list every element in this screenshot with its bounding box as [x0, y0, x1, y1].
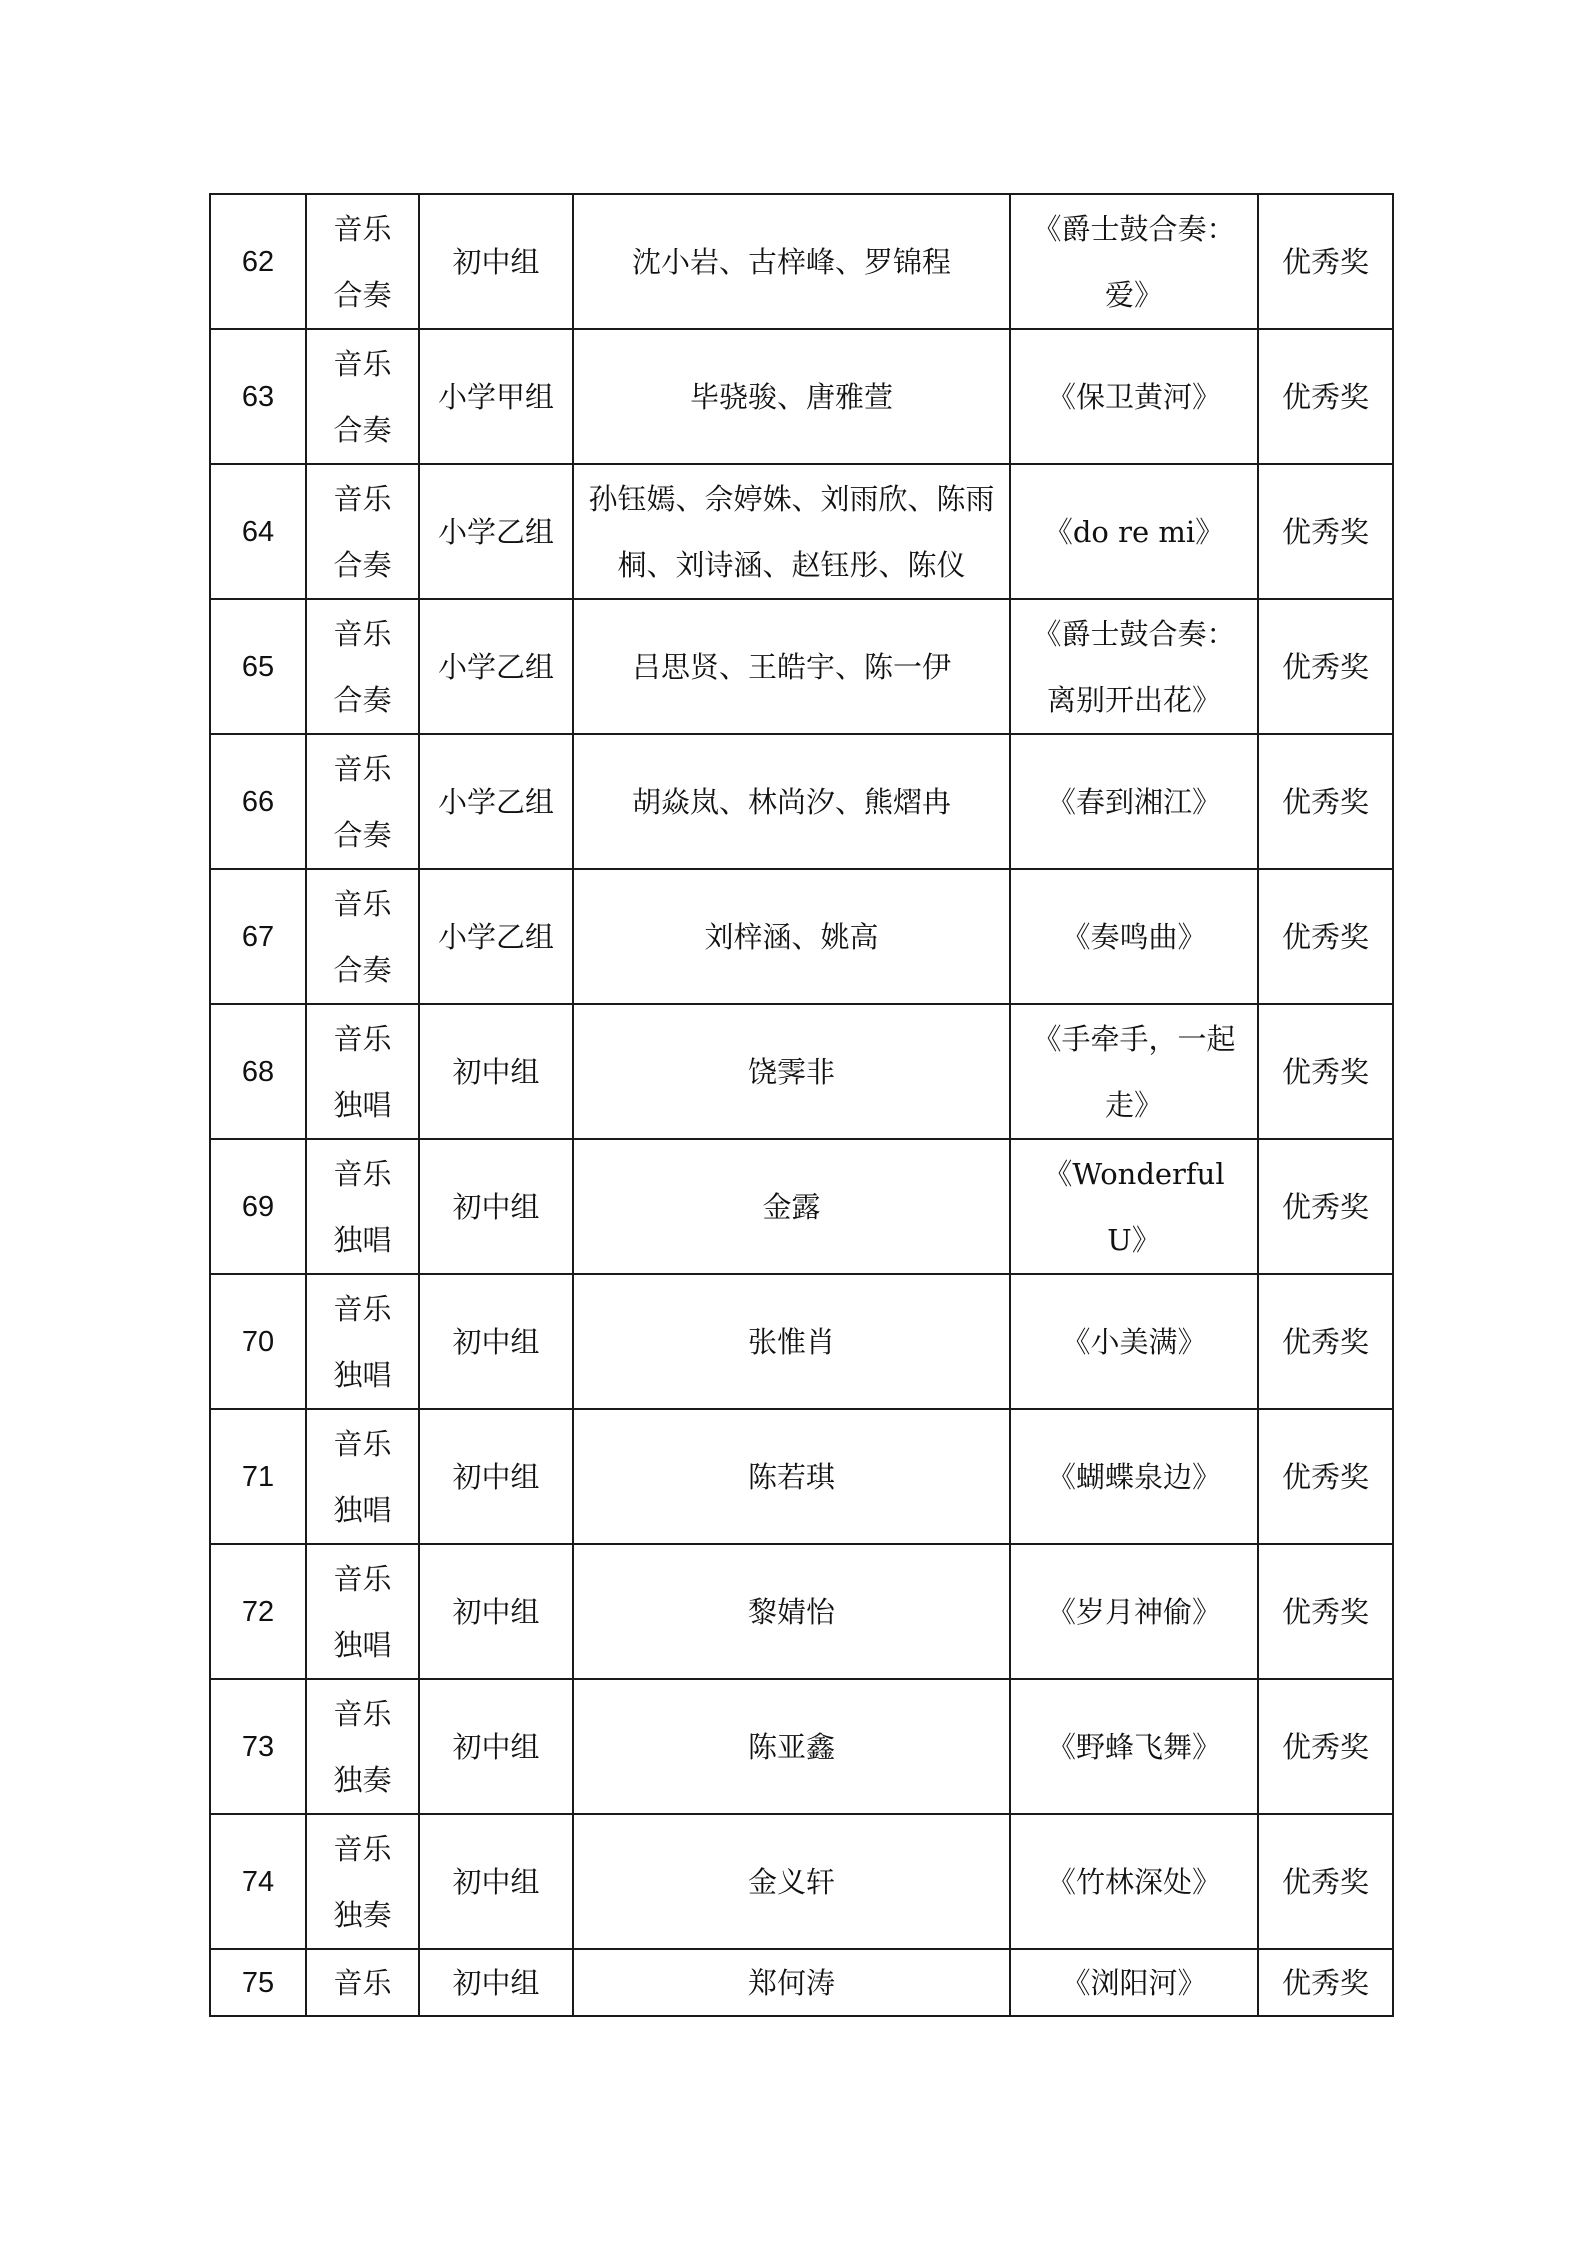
work-title-cell: 《爵士鼓合奏：爱》: [1010, 194, 1258, 329]
table-row: [210, 329, 1393, 464]
row-number-cell: 73: [210, 1679, 306, 1814]
group-cell: 小学甲组: [419, 329, 573, 464]
group-cell: 初中组: [419, 1679, 573, 1814]
members-cell: 沈小岩、古梓峰、罗锦程: [573, 194, 1010, 329]
award-cell: 优秀奖: [1258, 1004, 1393, 1139]
group-cell: 初中组: [419, 194, 573, 329]
category-text: 音乐: [333, 481, 392, 516]
category-text: 音乐: [333, 1696, 392, 1731]
award-cell: 优秀奖: [1258, 1274, 1393, 1409]
group-cell: 初中组: [419, 1544, 573, 1679]
table-row: [210, 1679, 1393, 1814]
work-title-cell: 《爵士鼓合奏：离别开出花》: [1010, 599, 1258, 734]
category-cell: [306, 194, 419, 329]
group-cell: 小学乙组: [419, 464, 573, 599]
members-cell: 郑何涛: [573, 1949, 1010, 2016]
category-cell: [306, 1139, 419, 1274]
award-cell: 优秀奖: [1258, 599, 1393, 734]
award-cell: 优秀奖: [1258, 1139, 1393, 1274]
award-cell: 优秀奖: [1258, 1544, 1393, 1679]
work-title-cell: 《野蜂飞舞》: [1010, 1679, 1258, 1814]
members-cell: 陈亚鑫: [573, 1679, 1010, 1814]
category-cell: [306, 1679, 419, 1814]
category-text: 音乐: [333, 751, 392, 786]
members-cell: 胡焱岚、林尚汐、熊熠冉: [573, 734, 1010, 869]
award-cell: 优秀奖: [1258, 1814, 1393, 1949]
category-cell: [306, 869, 419, 1004]
members-cell: 金义轩: [573, 1814, 1010, 1949]
members-cell: 金露: [573, 1139, 1010, 1274]
table-row: [210, 869, 1393, 1004]
category-cell: [306, 329, 419, 464]
category-text: 音乐: [333, 1561, 392, 1596]
members-cell: 吕思贤、王皓宇、陈一伊: [573, 599, 1010, 734]
group-cell: 小学乙组: [419, 869, 573, 1004]
group-cell: 初中组: [419, 1409, 573, 1544]
row-number-cell: 66: [210, 734, 306, 869]
work-title-cell: 《Wonderful U》: [1010, 1139, 1258, 1274]
table-row: [210, 734, 1393, 869]
group-cell: 初中组: [419, 1004, 573, 1139]
category-text: 音乐: [333, 346, 392, 381]
category-cell: [306, 464, 419, 599]
category-text: 合奏: [333, 952, 392, 987]
work-title-cell: 《手牵手，一起走》: [1010, 1004, 1258, 1139]
award-cell: 优秀奖: [1258, 194, 1393, 329]
work-title-cell: 《竹林深处》: [1010, 1814, 1258, 1949]
category-cell: [306, 599, 419, 734]
members-cell: 陈若琪: [573, 1409, 1010, 1544]
category-text: 合奏: [333, 682, 392, 717]
category-cell: [306, 1274, 419, 1409]
members-cell: 毕骁骏、唐雅萱: [573, 329, 1010, 464]
category-text: 独唱: [333, 1627, 392, 1662]
members-cell: 饶霁非: [573, 1004, 1010, 1139]
category-text: 合奏: [333, 412, 392, 447]
award-cell: 优秀奖: [1258, 464, 1393, 599]
table-row: [210, 1004, 1393, 1139]
group-cell: 小学乙组: [419, 599, 573, 734]
table-row: [210, 194, 1393, 329]
row-number-cell: 62: [210, 194, 306, 329]
work-title-cell: 《保卫黄河》: [1010, 329, 1258, 464]
row-number-cell: 71: [210, 1409, 306, 1544]
category-text: 合奏: [333, 817, 392, 852]
members-cell: 张惟肖: [573, 1274, 1010, 1409]
row-number-cell: 74: [210, 1814, 306, 1949]
award-cell: 优秀奖: [1258, 734, 1393, 869]
group-cell: 初中组: [419, 1139, 573, 1274]
row-number-cell: 69: [210, 1139, 306, 1274]
award-cell: 优秀奖: [1258, 329, 1393, 464]
work-title-cell: 《奏鸣曲》: [1010, 869, 1258, 1004]
category-text: 独唱: [333, 1222, 392, 1257]
category-text: 音乐: [333, 616, 392, 651]
category-cell: [306, 1544, 419, 1679]
category-text: 音乐: [333, 1426, 392, 1461]
category-text: 独唱: [333, 1087, 392, 1122]
row-number-cell: 75: [210, 1949, 306, 2016]
category-text: 音乐: [333, 1965, 392, 2000]
work-title-cell: 《春到湘江》: [1010, 734, 1258, 869]
row-number-cell: 64: [210, 464, 306, 599]
table-row: [210, 1544, 1393, 1679]
members-cell: 黎婧怡: [573, 1544, 1010, 1679]
table-row: [210, 599, 1393, 734]
work-title-cell: 《浏阳河》: [1010, 1949, 1258, 2016]
row-number-cell: 72: [210, 1544, 306, 1679]
category-text: 音乐: [333, 1291, 392, 1326]
row-number-cell: 65: [210, 599, 306, 734]
award-cell: 优秀奖: [1258, 869, 1393, 1004]
members-cell: 孙钰嫣、佘婷姝、刘雨欣、陈雨桐、刘诗涵、赵钰彤、陈仪: [573, 464, 1010, 599]
table-row: [210, 464, 1393, 599]
category-text: 音乐: [333, 211, 392, 246]
category-text: 独唱: [333, 1357, 392, 1392]
group-cell: 初中组: [419, 1814, 573, 1949]
awards-table: [209, 193, 1394, 2017]
category-cell: [306, 1949, 419, 2016]
category-text: 独奏: [333, 1897, 392, 1932]
work-title-cell: 《do re mi》: [1010, 464, 1258, 599]
category-cell: [306, 734, 419, 869]
award-cell: 优秀奖: [1258, 1409, 1393, 1544]
category-text: 合奏: [333, 277, 392, 312]
awards-table-body: [210, 194, 1393, 2016]
category-text: 独奏: [333, 1762, 392, 1797]
row-number-cell: 70: [210, 1274, 306, 1409]
award-cell: 优秀奖: [1258, 1679, 1393, 1814]
category-text: 合奏: [333, 547, 392, 582]
row-number-cell: 63: [210, 329, 306, 464]
group-cell: 初中组: [419, 1949, 573, 2016]
members-cell: 刘梓涵、姚高: [573, 869, 1010, 1004]
table-row: [210, 1409, 1393, 1544]
table-row: [210, 1139, 1393, 1274]
category-cell: [306, 1814, 419, 1949]
category-text: 音乐: [333, 1831, 392, 1866]
row-number-cell: 67: [210, 869, 306, 1004]
group-cell: 初中组: [419, 1274, 573, 1409]
award-cell: 优秀奖: [1258, 1949, 1393, 2016]
work-title-cell: 《蝴蝶泉边》: [1010, 1409, 1258, 1544]
category-cell: [306, 1409, 419, 1544]
category-cell: [306, 1004, 419, 1139]
table-row: [210, 1814, 1393, 1949]
table-row: [210, 1274, 1393, 1409]
category-text: 音乐: [333, 886, 392, 921]
category-text: 音乐: [333, 1021, 392, 1056]
work-title-cell: 《岁月神偷》: [1010, 1544, 1258, 1679]
work-title-cell: 《小美满》: [1010, 1274, 1258, 1409]
table-row: [210, 1949, 1393, 2016]
row-number-cell: 68: [210, 1004, 306, 1139]
category-text: 音乐: [333, 1156, 392, 1191]
category-text: 独唱: [333, 1492, 392, 1527]
group-cell: 小学乙组: [419, 734, 573, 869]
